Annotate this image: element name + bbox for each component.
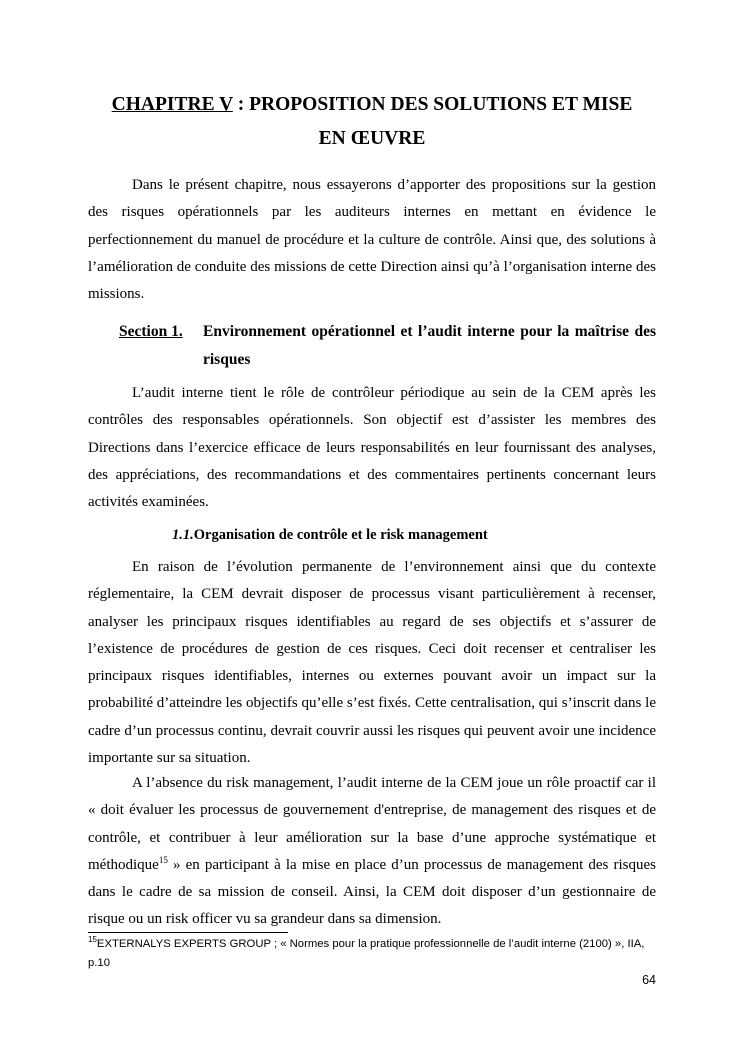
section-1-title: Environnement opérationnel et l’audit interne pour la maîtrise des risques: [203, 323, 656, 368]
chapter-separator: :: [232, 94, 250, 115]
paragraph-2-part-1: A l’absence du risk management, l’audit interne de la CEM joue un rôle proactif car il « doit évaluer les processus de gouvernement d'entreprise, de management des risques et de contrôle, et contribuer à leur amélioration sur la base d’une approche systématique et méthodique: [88, 775, 656, 873]
intro-paragraph: Dans le présent chapitre, nous essayerons d’apporter des propositions sur la gestion des risques opérationnels par les auditeurs internes en mettant en évidence le perfectionnement du manuel de procédure et la culture de contrôle. Ainsi que, des solutions à l’amélioration de conduite des missions de cette Direction ainsi qu’à l’organisation interne des missions.: [88, 177, 656, 303]
section-1-paragraph: L’audit interne tient le rôle de contrôleur périodique au sein de la CEM après les contrôles des responsables opérationnels. Son objectif est d’assister les membres des Directions dans l’exercice efficace de leurs responsabilités en leur fournissant des analyses, des appréciations, des recommandations et des commentaires pertinents concernant leurs activités examinées.: [88, 385, 656, 511]
chapter-title-line-1: [88, 88, 656, 122]
footnote-separator: [88, 932, 288, 933]
subsection-1-1-paragraph-2: [88, 770, 656, 934]
section-1-label: Section 1.: [119, 323, 183, 340]
paragraph-2-part-2: » en participant à la mise en place d’un processus de management des risques dans le cadre de sa mission de conseil. Ainsi, la CEM doit disposer d’un gestionnaire de risque ou un risk officer vu sa grandeur dans sa dimension.: [88, 856, 656, 928]
chapter-label: CHAPITRE V: [111, 94, 233, 115]
chapter-title-line-2: EN ŒUVRE: [318, 128, 426, 149]
footnote-reference: 15: [158, 854, 168, 865]
page-number: 64: [642, 973, 656, 987]
subsection-1-1-paragraph-1: En raison de l’évolution permanente de l’environnement ainsi que du contexte réglementaire, la CEM devrait disposer de processus visant particulièrement à recenser, analyser les principaux risques identifiables au regard de ses objectifs et s’assurer de l’existence de procédures de gestion de ces risques. Ceci doit recenser et centraliser les principaux risques identifiables, internes ou externes pouvant avoir un impact sur la probabilité d’atteindre les objectifs qu’elle s’est fixés. Cette centralisation, qui s’inscrit dans le cadre d’un processus continu, devrait couvrir aussi les risques qui peuvent avoir une incidence importante sur sa situation.: [88, 559, 656, 767]
footnote-text: EXTERNALYS EXPERTS GROUP ; « Normes pour la pratique professionnelle de l’audit interne (2100) », IIA, p.10: [88, 938, 645, 969]
footnote: [88, 935, 658, 973]
subsection-1-1-title: Organisation de contrôle et le risk management: [193, 527, 488, 543]
chapter-title: [88, 88, 656, 156]
subsection-1-1-heading: [172, 522, 488, 548]
subsection-1-1-number: 1.1.: [172, 527, 194, 543]
chapter-title-text: PROPOSITION DES SOLUTIONS ET MISE: [249, 94, 633, 115]
footnote-number: 15: [88, 935, 97, 945]
